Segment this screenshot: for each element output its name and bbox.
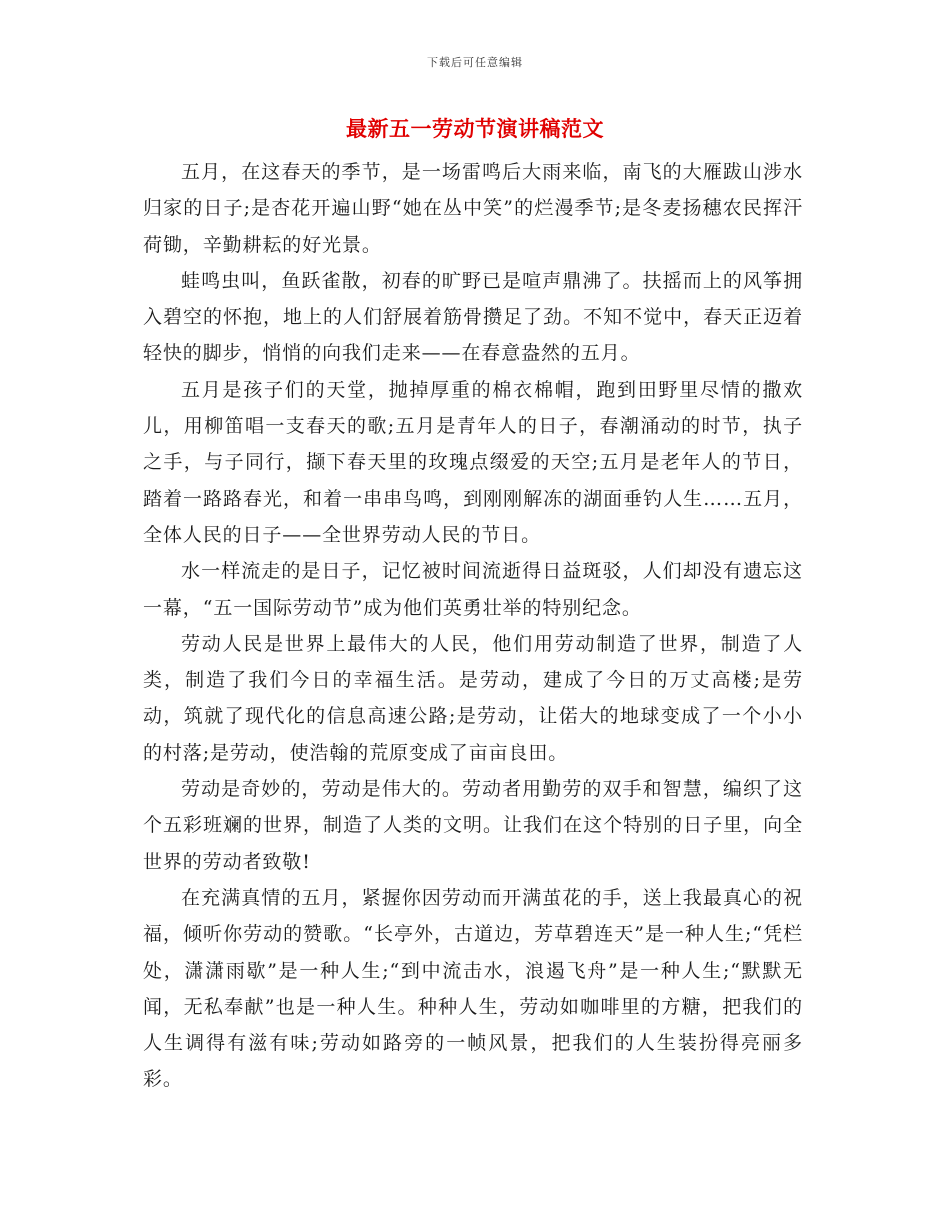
header-note: 下载后可任意编辑 (427, 56, 523, 69)
paragraph-7: 在充满真情的五月，紧握你因劳动而开满茧花的手，送上我最真心的祝福，倾听你劳动的赞歌。“长亭外，古道边，芳草碧连天”是一种人生;“凭栏处，潇潇雨歇”是一种人生;“到中流击水，浪遏飞舟”是一种人生;“默默无闻，无私奉献”也是一种人生。种种人生，劳动如咖啡里的方糖，把我们的人生调得有滋有味;劳动如路旁的一帧风景，把我们的人生装扮得亮丽多彩。 (143, 886, 803, 1091)
paragraph-6: 劳动是奇妙的，劳动是伟大的。劳动者用勤劳的双手和智慧，编织了这个五彩班斓的世界，制造了人类的文明。让我们在这个特别的日子里，向全世界的劳动者致敬! (143, 778, 803, 873)
paragraph-3: 五月是孩子们的天堂，抛掉厚重的棉衣棉帽，跑到田野里尽情的撒欢儿，用柳笛唱一支春天的歌;五月是青年人的日子，春潮涌动的时节，执子之手，与子同行，撷下春天里的玫瑰点缀爱的天空;五月是老年人的节日，踏着一路路春光，和着一串串鸟鸣，到刚刚解冻的湖面垂钓人生……五月，全体人民的日子——全世界劳动人民的节日。 (143, 378, 803, 546)
document-body (143, 154, 803, 1098)
paragraph-4: 水一样流走的是日子，记忆被时间流逝得日益斑驳，人们却没有遗忘这一幕，“五一国际劳动节”成为他们英勇壮举的特别纪念。 (143, 560, 803, 619)
paragraph-5: 劳动人民是世界上最伟大的人民，他们用劳动制造了世界，制造了人类，制造了我们今日的幸福生活。是劳动，建成了今日的万丈高楼;是劳动，筑就了现代化的信息高速公路;是劳动，让偌大的地球变成了一个小小的村落;是劳动，使浩翰的荒原变成了亩亩良田。 (143, 632, 803, 764)
document-title: 最新五一劳动节演讲稿范文 (346, 116, 604, 141)
paragraph-1: 五月，在这春天的季节，是一场雷鸣后大雨来临，南飞的大雁跋山涉水归家的日子;是杏花开遍山野“她在丛中笑”的烂漫季节;是冬麦扬穗农民挥汗荷锄，辛勤耕耘的好光景。 (143, 161, 803, 256)
paragraph-2: 蛙鸣虫叫，鱼跃雀散，初春的旷野已是喧声鼎沸了。扶摇而上的风筝拥入碧空的怀抱，地上的人们舒展着筋骨攒足了劲。不知不觉中，春天正迈着轻快的脚步，悄悄的向我们走来——在春意盎然的五月。 (143, 269, 803, 365)
